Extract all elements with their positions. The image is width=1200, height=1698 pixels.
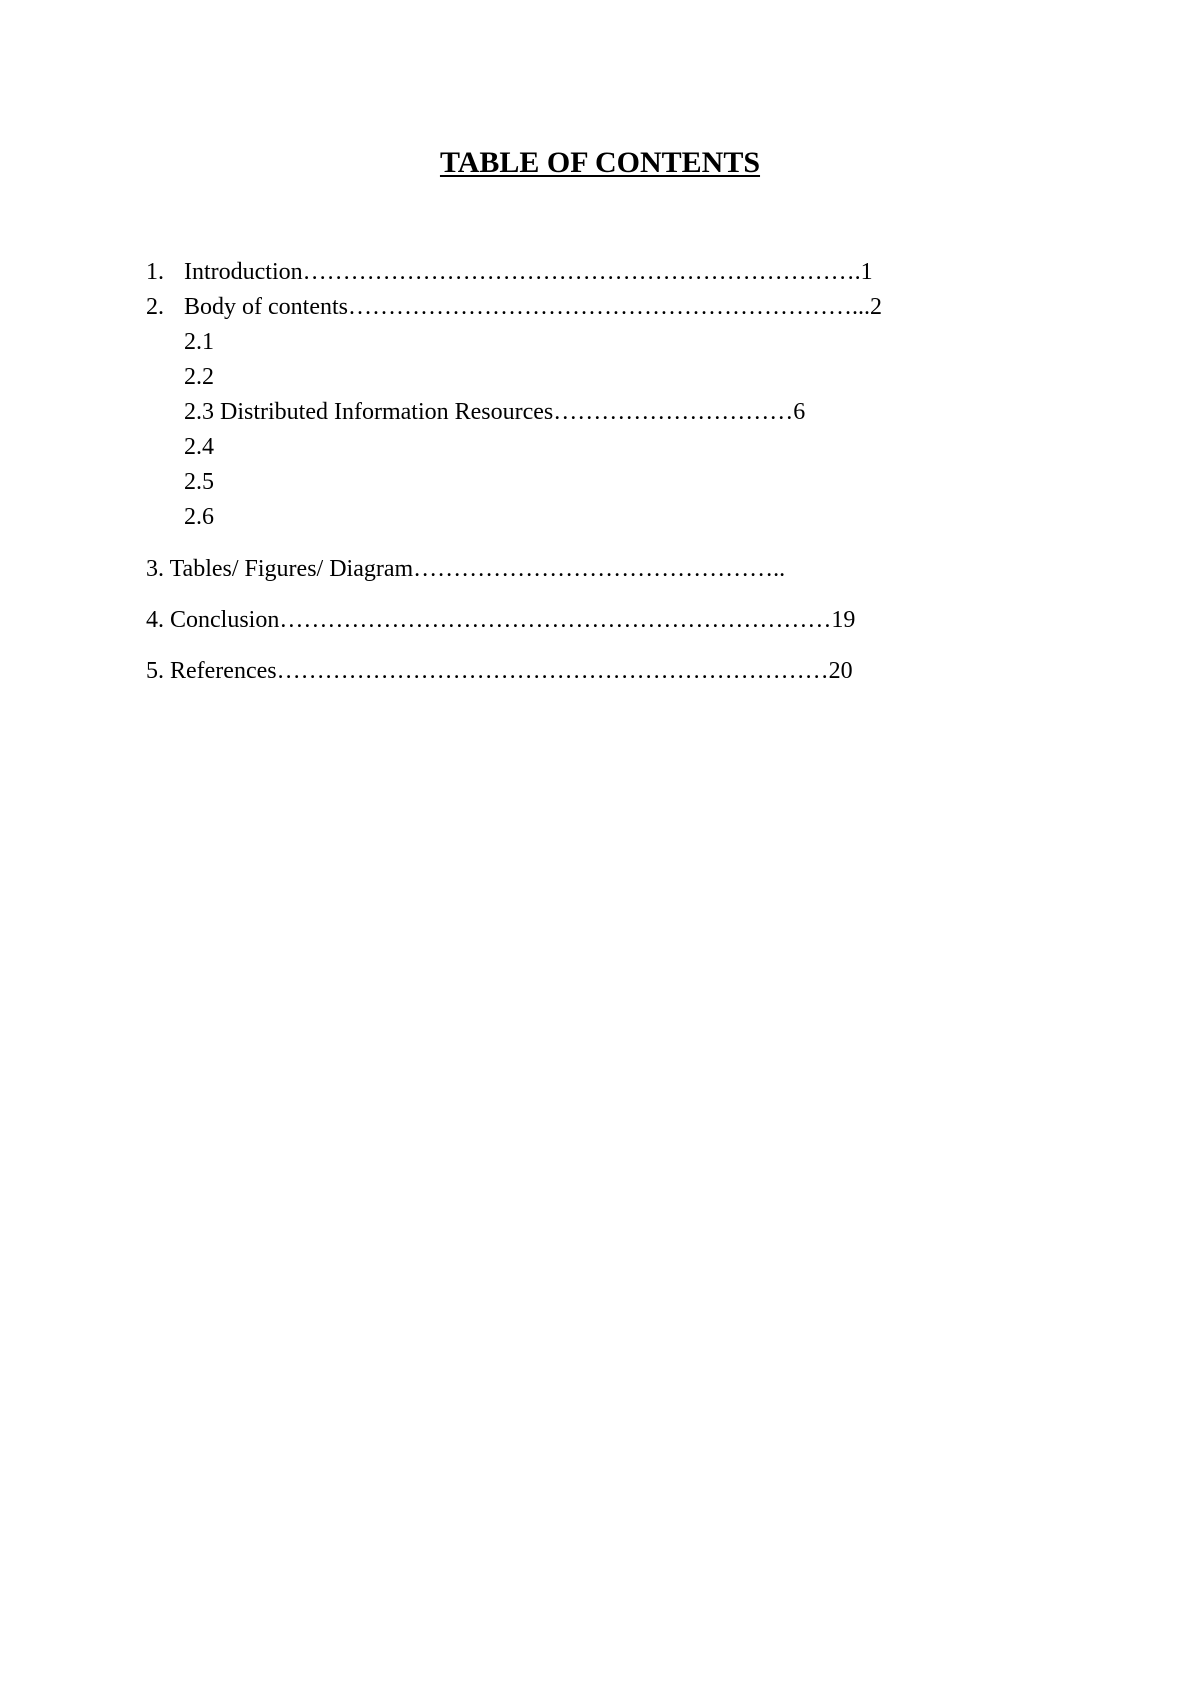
toc-subentry-2-6: 2.6	[184, 504, 214, 530]
toc-entry-text: Body of contents………………………………………………………...2	[184, 294, 882, 320]
toc-subentry-2-3: 2.3 Distributed Information Resources…………………………6	[184, 399, 806, 425]
toc-entry-4: 4. Conclusion……………………………………………………………19	[146, 607, 856, 633]
toc-entry-3: 3. Tables/ Figures/ Diagram………………………………………..	[146, 556, 786, 582]
toc-entry-5: 5. References……………………………………………………………20	[146, 658, 853, 684]
toc-subentry-2-1: 2.1	[184, 329, 214, 355]
toc-subentry-2-4: 2.4	[184, 434, 214, 460]
toc-entry-number: 1.	[146, 259, 164, 285]
toc-entry-1	[146, 256, 873, 288]
toc-subentry-2-5: 2.5	[184, 469, 214, 495]
toc-entry-2	[146, 291, 882, 323]
toc-subentry-2-2: 2.2	[184, 364, 214, 390]
page-title: TABLE OF CONTENTS	[439, 146, 761, 179]
toc-entry-text: Introduction…………………………………………………………….1	[184, 259, 873, 285]
toc-entry-number: 2.	[146, 294, 164, 320]
